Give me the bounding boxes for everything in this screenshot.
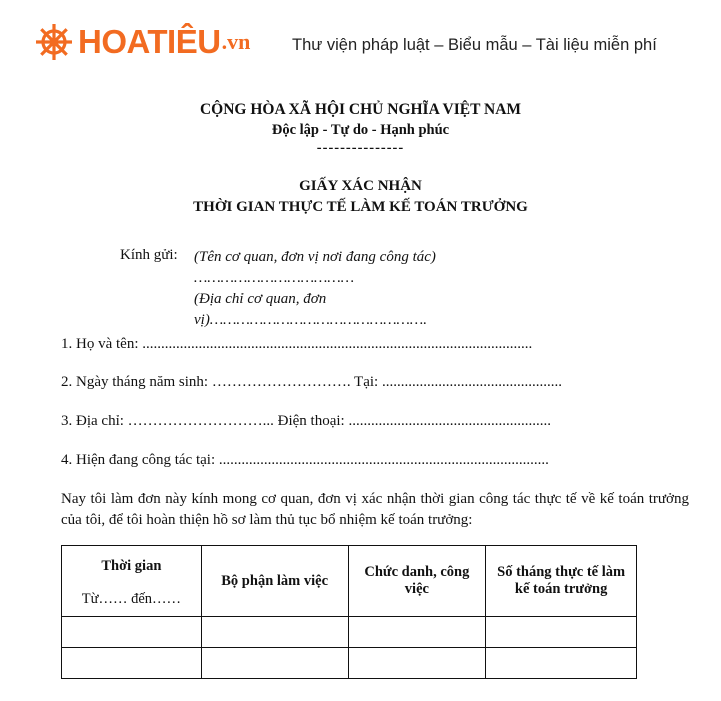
site-header [0,0,721,90]
table-cell [486,617,637,648]
national-title: CỘNG HÒA XÃ HỘI CHỦ NGHĨA VIỆT NAM [199,101,522,118]
table-row [62,617,637,648]
table-cell [201,648,348,679]
current-workplace-field: 4. Hiện đang công tác tại: ........................................................................................ [61,452,549,468]
work-history-table [61,545,637,679]
column-months: Số tháng thực tế làm kế toán trưởng [486,546,637,617]
table-cell [62,648,202,679]
document-title: GIẤY XÁC NHẬN [299,178,422,194]
hoatieu-logo[interactable] [34,20,250,64]
column-time-title: Thời gian [101,558,162,574]
full-name-field: 1. Họ và tên: ........................................................................................................ [61,336,533,352]
document-subtitle: THỜI GIAN THỰC TẾ LÀM KẾ TOÁN TRƯỞNG [193,199,528,215]
table-row [62,648,637,679]
column-department: Bộ phận làm việc [201,546,348,617]
recipient-label: Kính gửi: [120,247,178,263]
recipient-address: (Địa chỉ cơ quan, đơn vị)…………………………………………. [194,291,427,328]
column-position: Chức danh, công việc [348,546,486,617]
table-cell [62,617,202,648]
logo-text: HOATIÊU [78,23,221,60]
table-cell [201,617,348,648]
ship-wheel-icon [34,22,74,62]
request-paragraph: Nay tôi làm đơn này kính mong cơ quan, đơn vị xác nhận thời gian công tác thực tế về kế toán trưởng của tôi, để tôi hoàn thiện hồ sơ làm thủ tục bổ nhiệm kế toán trưởng: [61,491,689,528]
recipient-organization: (Tên cơ quan, đơn vị nơi đang công tác) ……………………………… [194,249,436,286]
column-time [62,546,202,617]
table-header-row [62,546,637,617]
national-motto: Độc lập - Tự do - Hạnh phúc [271,122,450,138]
title-separator: --------------- [316,140,405,156]
table-cell [348,648,486,679]
address-phone-field: 3. Địa chỉ: ………………………... Điện thoại: ...................................................... [61,413,551,429]
birth-date-field: 2. Ngày tháng năm sinh: ………………………. Tại: ................................................ [61,374,562,390]
column-time-range: Từ…… đến…… [81,591,182,607]
logo-domain: .vn [221,29,251,54]
table-cell [348,617,486,648]
recipient-block [194,247,514,331]
table-cell [486,648,637,679]
site-tagline: Thư viện pháp luật – Biểu mẫu – Tài liệu miễn phí [292,36,657,54]
